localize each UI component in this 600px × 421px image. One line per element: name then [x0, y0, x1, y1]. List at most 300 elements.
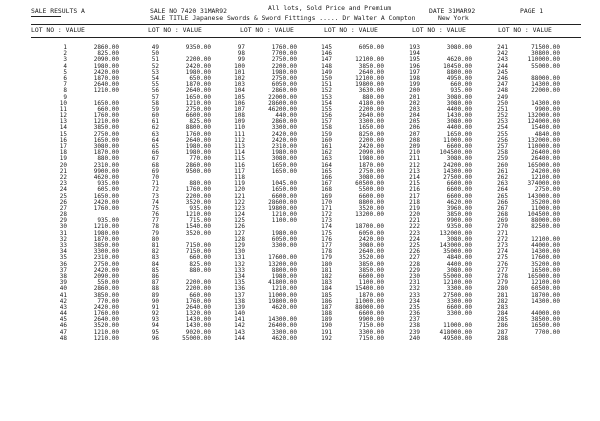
sale-date: DATE 31MAR92 — [429, 7, 476, 15]
lot-number: 89 — [151, 291, 159, 299]
lot-number: 284 — [497, 310, 508, 318]
lot-number: 10 — [59, 99, 67, 107]
lot-number: 75 — [151, 204, 159, 212]
lot-number: 254 — [497, 124, 508, 132]
lot-number: 281 — [497, 291, 508, 299]
lot-number: 15 — [59, 130, 67, 138]
lot-number: 218 — [409, 198, 420, 206]
lot-number: 286 — [497, 322, 508, 330]
lot-number: 247 — [497, 81, 508, 89]
lot-value: 2200.00 — [358, 105, 384, 113]
lot-value: 4400.00 — [446, 260, 472, 268]
title-underline — [31, 16, 61, 17]
lot-number: 27 — [59, 204, 67, 212]
lot-number: 111 — [234, 130, 245, 138]
lot-value: 1320.00 — [185, 310, 211, 318]
lot-number: 159 — [321, 130, 332, 138]
lot-value: 660.00 — [97, 105, 119, 113]
lot-number: 100 — [234, 62, 245, 70]
lot-value: 14300.00 — [531, 81, 560, 89]
lot-value: 1760.00 — [185, 297, 211, 305]
lot-value: 2640.00 — [358, 248, 384, 256]
lot-number: 208 — [409, 136, 420, 144]
lot-value: 650.00 — [189, 74, 211, 82]
lot-number: 144 — [234, 334, 245, 342]
lot-value: 1870.00 — [185, 81, 211, 89]
lot-number: 212 — [409, 161, 420, 169]
lot-number: 182 — [321, 272, 332, 280]
lot-value: 1210.00 — [185, 211, 211, 219]
lot-value: 3960.00 — [446, 204, 472, 212]
lot-number: 263 — [497, 180, 508, 188]
lot-value: 770.00 — [189, 155, 211, 163]
lot-row — [318, 336, 403, 342]
lot-number: 226 — [409, 248, 420, 256]
lot-number: 91 — [151, 303, 159, 311]
lot-number: 205 — [409, 118, 420, 126]
lot-number: 113 — [234, 143, 245, 150]
lot-value: 1980.00 — [358, 155, 384, 163]
lot-number: 86 — [151, 272, 159, 280]
lot-number: 151 — [321, 81, 332, 89]
lot-number: 32 — [59, 235, 67, 243]
lot-number: 234 — [409, 297, 420, 305]
lot-number: 14 — [59, 124, 67, 132]
lot-value: 28600.00 — [268, 99, 297, 107]
lot-value: 22000.00 — [531, 87, 560, 95]
lot-number: 20 — [59, 161, 67, 169]
lot-number: 282 — [497, 297, 508, 305]
lot-number: 233 — [409, 291, 420, 299]
lot-number: 110 — [234, 124, 245, 132]
lot-value: 2200.00 — [271, 62, 297, 70]
lot-number: 285 — [497, 316, 508, 324]
lot-number: 145 — [321, 44, 332, 51]
lot-value: 4620.00 — [271, 334, 297, 342]
lot-number: 207 — [409, 130, 420, 138]
lot-value: 1980.00 — [271, 68, 297, 76]
lot-number: 134 — [234, 272, 245, 280]
lot-number: 83 — [151, 254, 159, 262]
lot-value: 71500.00 — [531, 44, 560, 51]
lot-value: 26400.00 — [531, 149, 560, 157]
lot-value: 2200.00 — [185, 192, 211, 200]
lot-value: 7150.00 — [358, 322, 384, 330]
lot-value: 1430.00 — [185, 322, 211, 330]
lot-number: 99 — [237, 56, 245, 64]
lot-value: 18700.00 — [531, 291, 560, 299]
lot-value: 55000.00 — [443, 272, 472, 280]
lot-value: 3080.00 — [446, 44, 472, 51]
lot-number: 257 — [497, 143, 508, 150]
lot-value: 2750.00 — [358, 167, 384, 175]
lot-value: 2750.00 — [93, 260, 119, 268]
lot-number: 239 — [409, 328, 420, 336]
lot-value: 1980.00 — [185, 149, 211, 157]
lot-number: 277 — [497, 266, 508, 274]
lot-number: 102 — [234, 74, 245, 82]
lot-number: 204 — [409, 112, 420, 120]
column-header: LOT NO : VALUE — [324, 26, 378, 34]
lot-value: 9350.00 — [185, 44, 211, 51]
lot-value: 14300.00 — [531, 248, 560, 256]
lot-value: 3080.00 — [446, 118, 472, 126]
lot-number: 69 — [151, 167, 159, 175]
lot-value: 6600.00 — [446, 180, 472, 188]
lot-number: 47 — [59, 328, 67, 336]
sale-title: SALE TITLE Japanese Swords & Sword Fittings ..... Dr Walter A Compton — [150, 14, 416, 22]
lot-value: 3080.00 — [446, 155, 472, 163]
lot-value: 1210.00 — [93, 87, 119, 95]
lot-value: 935.00 — [450, 87, 472, 95]
lot-value: 8800.00 — [185, 124, 211, 132]
lot-value: 2860.00 — [93, 44, 119, 51]
lot-value: 2420.00 — [93, 303, 119, 311]
lot-number: 261 — [497, 167, 508, 175]
lot-value: 3850.00 — [446, 211, 472, 219]
lot-value: 3080.00 — [446, 99, 472, 107]
lot-value: 3300.00 — [271, 242, 297, 249]
lot-value: 24200.00 — [443, 161, 472, 169]
lot-value: 12100.00 — [531, 173, 560, 181]
lot-number: 125 — [234, 217, 245, 225]
lot-number: 65 — [151, 143, 159, 150]
lot-value: 1210.00 — [93, 118, 119, 126]
lot-value: 88000.00 — [355, 303, 384, 311]
lot-number: 264 — [497, 186, 508, 194]
lot-value: 2420.00 — [185, 62, 211, 70]
lot-value: 880.00 — [189, 266, 211, 274]
lot-value: 1650.00 — [446, 130, 472, 138]
lot-value: 4840.00 — [534, 130, 560, 138]
lot-value: 1430.00 — [446, 112, 472, 120]
lot-row — [406, 336, 491, 342]
lot-value: 3520.00 — [93, 322, 119, 330]
lot-value: 1980.00 — [185, 68, 211, 76]
lot-number: 77 — [151, 217, 159, 225]
lot-value: 1870.00 — [358, 161, 384, 169]
lot-value: 1870.00 — [93, 235, 119, 243]
lot-value: 1760.00 — [93, 112, 119, 120]
lot-number: 112 — [234, 136, 245, 144]
lot-value: 8800.00 — [358, 198, 384, 206]
lot-column — [318, 45, 403, 342]
lot-value: 12100.00 — [531, 235, 560, 243]
lot-value: 4400.00 — [446, 124, 472, 132]
lot-value: 3300.00 — [446, 285, 472, 293]
lot-number: 82 — [151, 248, 159, 256]
lot-number: 203 — [409, 105, 420, 113]
lot-value: 6050.00 — [358, 229, 384, 237]
lot-number: 189 — [321, 316, 332, 324]
lot-number: 179 — [321, 254, 332, 262]
lot-value: 1210.00 — [93, 334, 119, 342]
lot-number: 3 — [63, 56, 67, 64]
lot-value: 35200.00 — [531, 260, 560, 268]
lot-number: 217 — [409, 192, 420, 200]
lot-number: 156 — [321, 112, 332, 120]
lot-number: 13 — [59, 118, 67, 126]
lot-number: 114 — [234, 149, 245, 157]
lot-value: 11000.00 — [355, 297, 384, 305]
lot-value: 3850.00 — [358, 62, 384, 70]
lot-value: 2090.00 — [93, 56, 119, 64]
lot-column — [406, 45, 491, 342]
lot-value: 3300.00 — [446, 297, 472, 305]
lot-value: 6600.00 — [358, 272, 384, 280]
lot-value: 16500.00 — [531, 322, 560, 330]
lot-number: 29 — [59, 217, 67, 225]
lot-value: 16500.00 — [531, 266, 560, 274]
lot-value: 17600.00 — [531, 254, 560, 262]
lot-number: 90 — [151, 297, 159, 305]
lot-column — [231, 45, 316, 342]
lot-number: 232 — [409, 285, 420, 293]
lot-number: 101 — [234, 68, 245, 76]
lot-number: 34 — [59, 248, 67, 256]
lot-number: 127 — [234, 229, 245, 237]
lot-number: 78 — [151, 223, 159, 231]
lot-value: 2860.00 — [185, 161, 211, 169]
lot-number: 118 — [234, 173, 245, 181]
lot-number: 61 — [151, 118, 159, 126]
lot-number: 165 — [321, 167, 332, 175]
lot-value: 1870.00 — [93, 149, 119, 157]
lot-number: 269 — [497, 217, 508, 225]
lot-value: 4620.00 — [446, 56, 472, 64]
lot-value: 3850.00 — [93, 242, 119, 249]
lot-row — [53, 336, 138, 342]
column-header: LOT NO : VALUE — [498, 26, 552, 34]
lot-value: 26400.00 — [268, 322, 297, 330]
lot-value: 18700.00 — [355, 223, 384, 231]
lot-number: 171 — [321, 204, 332, 212]
lot-number: 122 — [234, 198, 245, 206]
lot-number: 76 — [151, 211, 159, 219]
lot-value: 935.00 — [97, 180, 119, 188]
lot-value: 2200.00 — [185, 279, 211, 287]
lot-value: 55000.00 — [531, 62, 560, 70]
lot-number: 251 — [497, 105, 508, 113]
lot-value: 19800.00 — [355, 81, 384, 89]
lot-value: 11000.00 — [268, 291, 297, 299]
lot-value: 3520.00 — [358, 254, 384, 262]
lot-value: 6600.00 — [271, 192, 297, 200]
lot-number: 267 — [497, 204, 508, 212]
lot-number: 124 — [234, 211, 245, 219]
report-title: SALE RESULTS A — [31, 7, 85, 15]
lot-number: 68 — [151, 161, 159, 169]
lot-value: 3520.00 — [358, 204, 384, 212]
lot-number: 250 — [497, 99, 508, 107]
lot-value: 1430.00 — [185, 316, 211, 324]
lot-row — [145, 336, 230, 342]
lot-value: 30800.00 — [531, 50, 560, 58]
lot-value: 1870.00 — [93, 74, 119, 82]
lot-value: 2640.00 — [185, 87, 211, 95]
lot-number: 53 — [151, 68, 159, 76]
lot-number: 155 — [321, 105, 332, 113]
lot-value: 5500.00 — [358, 186, 384, 194]
lot-number: 33 — [59, 242, 67, 249]
lot-value: 15400.00 — [355, 285, 384, 293]
lot-value: 3080.00 — [446, 235, 472, 243]
lot-number: 249 — [497, 93, 508, 101]
lot-value: 24200.00 — [531, 167, 560, 175]
lot-number: 71 — [151, 180, 159, 188]
lot-number: 275 — [497, 254, 508, 262]
lot-number: 279 — [497, 279, 508, 287]
lot-number: 154 — [321, 99, 332, 107]
lot-number: 141 — [234, 316, 245, 324]
lot-value: 1650.00 — [358, 124, 384, 132]
lot-value: 3300.00 — [358, 328, 384, 336]
lot-number: 167 — [321, 180, 332, 188]
lot-number: 253 — [497, 118, 508, 126]
lot-number: 21 — [59, 167, 67, 175]
lot-number: 59 — [151, 105, 159, 113]
lot-number: 265 — [497, 192, 508, 200]
lot-number: 270 — [497, 223, 508, 231]
lot-number: 129 — [234, 242, 245, 249]
lot-number: 103 — [234, 81, 245, 89]
lot-number: 287 — [497, 328, 508, 336]
lot-row — [494, 336, 579, 342]
lot-value: 3080.00 — [271, 155, 297, 163]
lot-value: 28600.00 — [268, 198, 297, 206]
lot-value: 2640.00 — [358, 112, 384, 120]
lot-value: 49500.00 — [443, 334, 472, 342]
lot-number: 248 — [497, 87, 508, 95]
lot-value: 7700.00 — [534, 328, 560, 336]
lot-value: 880.00 — [97, 155, 119, 163]
lot-number: 194 — [409, 50, 420, 58]
lot-number: 236 — [409, 310, 420, 318]
lot-number: 115 — [234, 155, 245, 163]
header-rule-top — [31, 24, 581, 25]
lot-value: 132000.00 — [527, 112, 560, 120]
lot-value: 3850.00 — [93, 291, 119, 299]
lot-value: 3630.00 — [358, 87, 384, 95]
lot-number: 55 — [151, 81, 159, 89]
lot-value: 19800.00 — [268, 297, 297, 305]
lot-number: 242 — [497, 50, 508, 58]
lot-value: 27500.00 — [443, 173, 472, 181]
lot-number: 200 — [409, 87, 420, 95]
lot-number: 143 — [234, 328, 245, 336]
lot-number: 193 — [409, 44, 420, 51]
lot-number: 237 — [409, 316, 420, 324]
sale-location: New York — [438, 14, 469, 22]
lot-value: 3080.00 — [93, 143, 119, 150]
lot-value: 1760.00 — [93, 310, 119, 318]
lot-number: 235 — [409, 303, 420, 311]
lot-value: 2750.00 — [185, 105, 211, 113]
lot-value: 4950.00 — [446, 74, 472, 82]
lot-value: 143000.00 — [439, 242, 472, 249]
lot-number: 174 — [321, 223, 332, 231]
lot-number: 191 — [321, 328, 332, 336]
lot-column — [494, 45, 579, 342]
lot-value: 44000.00 — [531, 242, 560, 249]
lot-number: 50 — [151, 50, 159, 58]
lot-value: 2200.00 — [185, 285, 211, 293]
lot-value: 19800.00 — [268, 204, 297, 212]
lot-value: 1980.00 — [271, 149, 297, 157]
lot-number: 186 — [321, 297, 332, 305]
lot-value: 2420.00 — [93, 68, 119, 76]
lot-value: 1650.00 — [93, 99, 119, 107]
lot-value: 165000.00 — [527, 272, 560, 280]
lot-number: 149 — [321, 68, 332, 76]
lot-number: 8 — [63, 87, 67, 95]
lot-number: 2 — [63, 50, 67, 58]
lot-number: 133 — [234, 266, 245, 274]
lot-value: 2420.00 — [271, 130, 297, 138]
lot-value: 418000.00 — [439, 328, 472, 336]
lot-value: 1210.00 — [93, 328, 119, 336]
lot-number: 5 — [63, 68, 67, 76]
lot-number: 162 — [321, 149, 332, 157]
sale-number: SALE NO 7420 31MAR92 — [150, 7, 227, 15]
header-rule-bottom — [31, 37, 581, 38]
lot-value: 825.00 — [189, 260, 211, 268]
lot-number: 52 — [151, 62, 159, 70]
lot-number: 180 — [321, 260, 332, 268]
lot-value: 2750.00 — [271, 56, 297, 64]
lot-number: 215 — [409, 180, 420, 188]
lot-number: 92 — [151, 310, 159, 318]
lot-number: 39 — [59, 279, 67, 287]
lot-value: 3520.00 — [185, 198, 211, 206]
lot-value: 4400.00 — [446, 105, 472, 113]
lot-number: 240 — [409, 334, 420, 342]
lot-number: 266 — [497, 198, 508, 206]
lot-number: 79 — [151, 229, 159, 237]
lot-number: 70 — [151, 173, 159, 181]
lot-value: 2750.00 — [534, 186, 560, 194]
lot-number: 136 — [234, 285, 245, 293]
lot-value: 2200.00 — [185, 56, 211, 64]
lot-value: 1210.00 — [271, 211, 297, 219]
lot-column — [53, 45, 138, 342]
lot-number: 22 — [59, 173, 67, 181]
lot-value: 935.00 — [97, 217, 119, 225]
lot-value: 12100.00 — [355, 56, 384, 64]
lot-value: 7150.00 — [185, 242, 211, 249]
lot-value: 1210.00 — [93, 223, 119, 231]
lot-number: 227 — [409, 254, 420, 262]
lot-value: 2310.00 — [93, 254, 119, 262]
lot-number: 40 — [59, 285, 67, 293]
lot-number: 183 — [321, 279, 332, 287]
lot-number: 188 — [321, 310, 332, 318]
lot-number: 26 — [59, 198, 67, 206]
lot-number: 213 — [409, 167, 420, 175]
lot-value: 14300.00 — [531, 297, 560, 305]
lot-value: 935.00 — [189, 204, 211, 212]
lot-number: 223 — [409, 229, 420, 237]
lot-value: 3850.00 — [358, 266, 384, 274]
lot-value: 3080.00 — [446, 93, 472, 101]
lot-number: 64 — [151, 136, 159, 144]
lot-number: 12 — [59, 112, 67, 120]
lot-number: 161 — [321, 143, 332, 150]
lot-value: 3300.00 — [271, 328, 297, 336]
lot-value: 4620.00 — [271, 303, 297, 311]
lot-value: 41800.00 — [268, 279, 297, 287]
lot-value: 11000.00 — [531, 204, 560, 212]
